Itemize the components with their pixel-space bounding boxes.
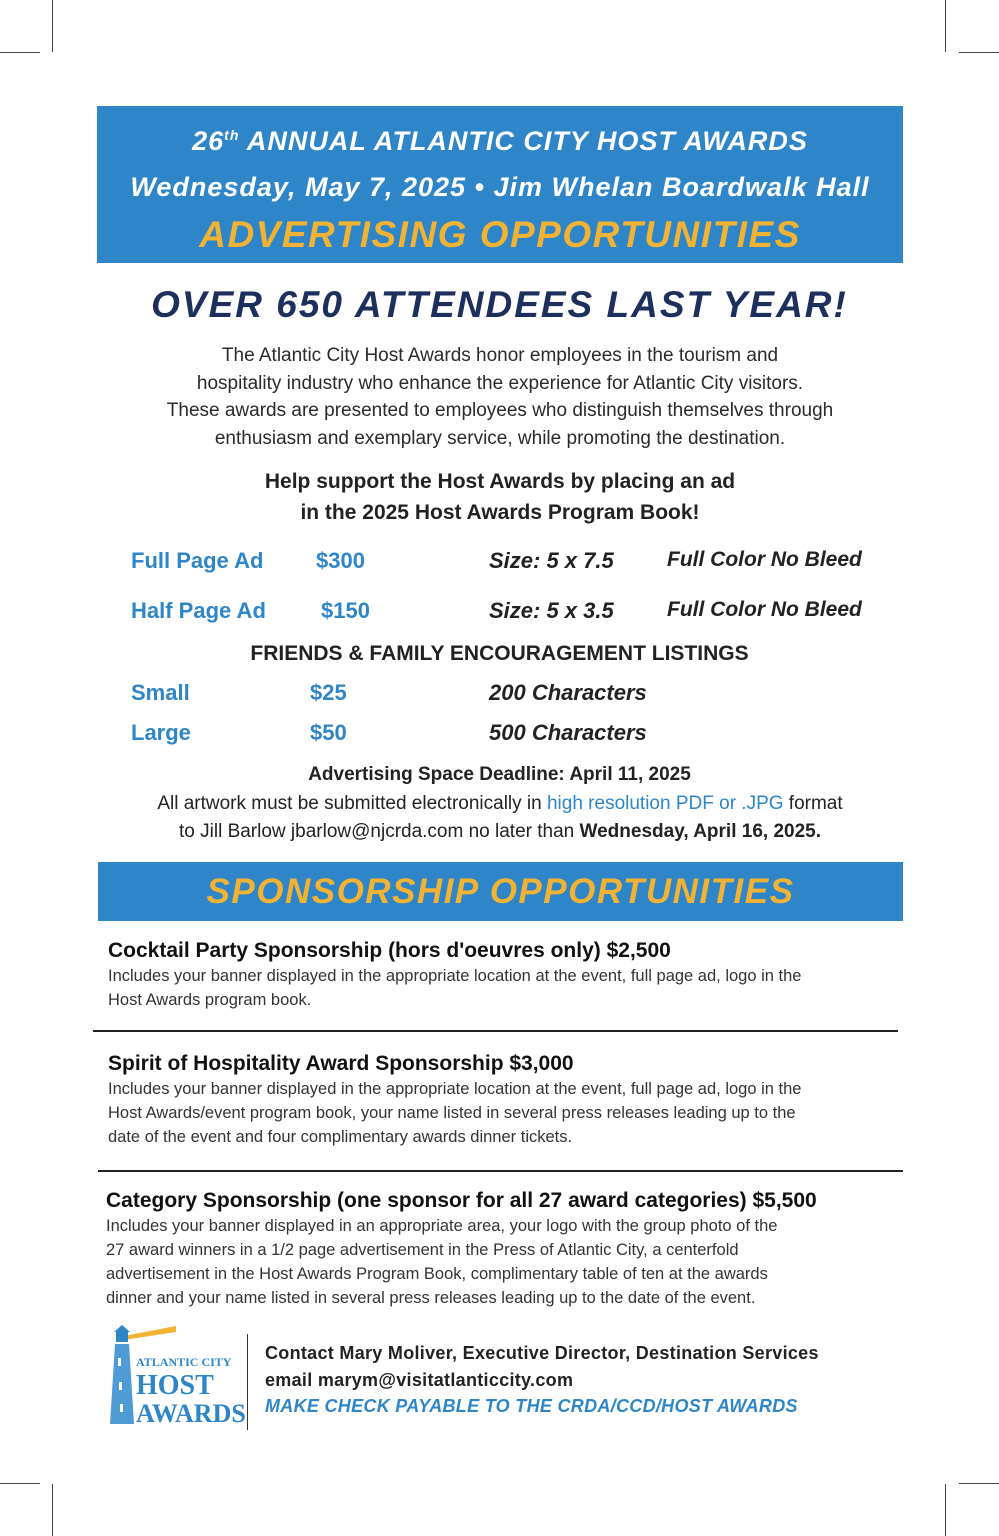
event-date-venue: Wednesday, May 7, 2025 • Jim Whelan Boardwalk Hall bbox=[130, 172, 870, 202]
ad-name: Full Page Ad bbox=[131, 548, 264, 573]
sponsorship-banner bbox=[98, 862, 903, 921]
sponsorship-desc-line: date of the event and four complimentary awards dinner tickets. bbox=[108, 1128, 573, 1146]
crop-mark bbox=[959, 52, 999, 53]
sponsorship-desc-line: Includes your banner displayed in the appropriate location at the event, full page ad, logo in the bbox=[108, 1080, 802, 1098]
sponsorship-desc-line: 27 award winners in a 1/2 page advertisement in the Press of Atlantic City, a centerfold bbox=[106, 1241, 739, 1259]
listing-price: $50 bbox=[310, 720, 347, 745]
sponsorship-category bbox=[106, 1187, 906, 1310]
attendees-headline: OVER 650 ATTENDEES LAST YEAR! bbox=[151, 284, 848, 325]
ad-size: Size: 5 x 3.5 bbox=[489, 598, 614, 623]
ad-name: Half Page Ad bbox=[131, 598, 266, 623]
sponsorship-cocktail bbox=[108, 937, 908, 1012]
contact-email[interactable]: email marym@visitatlanticcity.com bbox=[265, 1369, 574, 1390]
sponsorship-title: Spirit of Hospitality Award Sponsorship $3,000 bbox=[108, 1052, 574, 1075]
listing-name: Large bbox=[131, 720, 191, 745]
check-payable-note: MAKE CHECK PAYABLE TO THE CRDA/CCD/HOST AWARDS bbox=[265, 1396, 798, 1416]
ad-size: Size: 5 x 7.5 bbox=[489, 548, 614, 573]
sponsorship-title: Cocktail Party Sponsorship (hors d'oeuvres only) $2,500 bbox=[108, 939, 671, 962]
header-banner bbox=[97, 106, 903, 263]
advertising-heading: ADVERTISING OPPORTUNITIES bbox=[199, 214, 801, 255]
sponsorship-spirit bbox=[108, 1050, 908, 1149]
event-ordinal: 26 bbox=[192, 126, 225, 156]
sponsorship-desc-line: dinner and your name listed in several press releases leading up to the date of the event. bbox=[106, 1289, 756, 1307]
footer-divider bbox=[247, 1334, 248, 1430]
event-name: ANNUAL ATLANTIC CITY HOST AWARDS bbox=[246, 126, 808, 156]
artwork-instructions bbox=[100, 790, 900, 846]
support-line: Help support the Host Awards by placing an ad bbox=[264, 470, 736, 493]
deadline-text: Advertising Space Deadline: April 11, 2025 bbox=[308, 764, 691, 785]
intro-line: enthusiasm and exemplary service, while promoting the destination. bbox=[214, 427, 786, 449]
sponsorship-heading: SPONSORSHIP OPPORTUNITIES bbox=[206, 872, 795, 911]
crop-mark bbox=[52, 0, 53, 52]
artwork-due-date: Wednesday, April 16, 2025. bbox=[579, 821, 821, 842]
support-line: in the 2025 Host Awards Program Book! bbox=[300, 501, 700, 524]
artwork-format-highlight: high resolution PDF or .JPG bbox=[546, 793, 784, 814]
crop-mark bbox=[52, 1484, 53, 1536]
ad-row-full-page bbox=[0, 548, 999, 578]
logo-text-line: AWARDS bbox=[136, 1399, 246, 1428]
listing-chars: 500 Characters bbox=[489, 720, 647, 745]
logo-text-line: ATLANTIC CITY bbox=[136, 1355, 232, 1369]
support-callout bbox=[150, 466, 850, 528]
contact-block bbox=[265, 1340, 925, 1420]
artwork-text: All artwork must be submitted electronically in bbox=[157, 793, 547, 814]
contact-name: Contact Mary Moliver, Executive Director, Destination Services bbox=[265, 1343, 819, 1363]
crop-mark bbox=[0, 1483, 40, 1484]
intro-line: hospitality industry who enhance the experience for Atlantic City visitors. bbox=[196, 372, 804, 394]
sponsorship-title: Category Sponsorship (one sponsor for all 27 award categories) $5,500 bbox=[106, 1189, 817, 1212]
lighthouse-icon bbox=[106, 1322, 246, 1430]
listing-row-large bbox=[0, 720, 999, 750]
ad-row-half-page bbox=[0, 598, 999, 628]
logo-text-line: HOST bbox=[136, 1370, 214, 1401]
ad-price: $150 bbox=[321, 598, 370, 623]
crop-mark bbox=[945, 1484, 946, 1536]
host-awards-logo bbox=[106, 1322, 246, 1430]
ad-color: Full Color No Bleed bbox=[667, 548, 862, 571]
divider bbox=[93, 1030, 898, 1032]
artwork-text: to Jill Barlow jbarlow@njcrda.com no later than bbox=[179, 821, 580, 842]
sponsorship-desc-line: advertisement in the Host Awards Program Book, complimentary table of ten at the awards bbox=[106, 1265, 768, 1283]
crop-mark bbox=[945, 0, 946, 52]
listing-name: Small bbox=[131, 680, 190, 705]
intro-line: The Atlantic City Host Awards honor employees in the tourism and bbox=[221, 345, 779, 366]
intro-line: These awards are presented to employees who distinguish themselves through bbox=[166, 400, 834, 421]
artwork-text: format bbox=[783, 793, 843, 814]
sponsorship-desc-line: Host Awards/event program book, your name listed in several press releases leading up to the bbox=[108, 1104, 796, 1122]
crop-mark bbox=[0, 52, 40, 53]
intro-paragraph bbox=[110, 342, 890, 452]
sponsorship-desc-line: Includes your banner displayed in the appropriate location at the event, full page ad, logo in the bbox=[108, 967, 802, 985]
friends-family-heading: FRIENDS & FAMILY ENCOURAGEMENT LISTINGS bbox=[250, 642, 749, 665]
ad-price: $300 bbox=[316, 548, 365, 573]
sponsorship-desc-line: Host Awards program book. bbox=[108, 991, 312, 1009]
event-ordinal-suffix: th bbox=[224, 127, 240, 143]
listing-row-small bbox=[0, 680, 999, 710]
divider bbox=[98, 1170, 903, 1172]
listing-chars: 200 Characters bbox=[489, 680, 647, 705]
sponsorship-desc-line: Includes your banner displayed in an appropriate area, your logo with the group photo of the bbox=[106, 1217, 778, 1235]
listing-price: $25 bbox=[310, 680, 347, 705]
event-title bbox=[97, 106, 903, 164]
ad-color: Full Color No Bleed bbox=[667, 598, 862, 621]
crop-mark bbox=[959, 1483, 999, 1484]
